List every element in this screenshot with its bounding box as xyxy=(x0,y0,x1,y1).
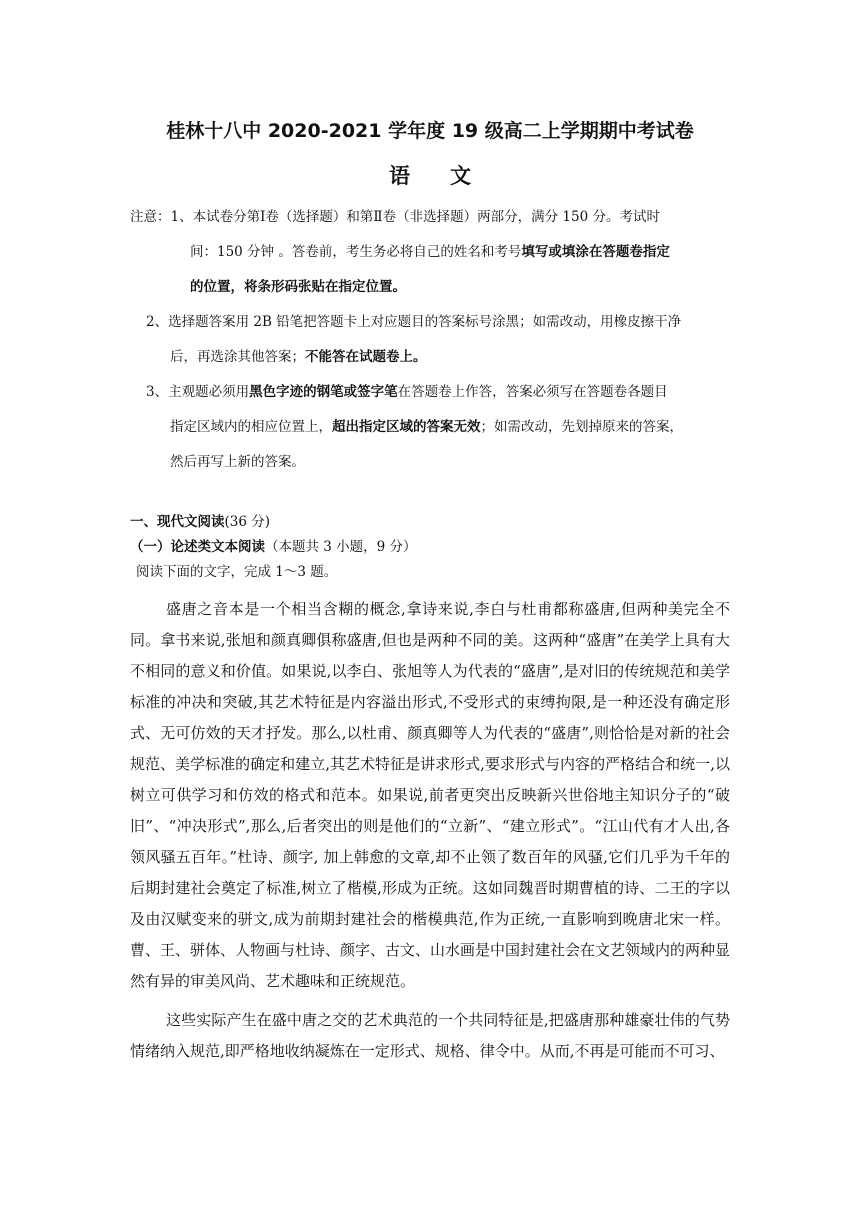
note-3-line-2 xyxy=(130,410,730,445)
note-emphasis: 黑色字迹的钢笔或签字笔 xyxy=(249,384,398,400)
note-emphasis: 不能答在试题卷上。 xyxy=(305,349,427,365)
subject-title: 语文 xyxy=(389,164,511,188)
note-3-line-1 xyxy=(130,375,730,410)
note-emphasis: 超出指定区域的答案无效 xyxy=(332,419,481,435)
passage-paragraph-2: 这些实际产生在盛中唐之交的艺术典范的一个共同特征是,把盛唐那种雄豪壮伟的气势情绪纳入规范,即严格地收纳凝炼在一定形式、规格、律令中。从而,不再是可能而不可习、 xyxy=(130,1011,730,1060)
note-2-line-2 xyxy=(130,340,730,375)
sub-note: （本题共 3 小题，9 分） xyxy=(265,539,417,555)
part-heading-line xyxy=(130,510,417,535)
part-heading: 一、现代文阅读 xyxy=(130,514,225,530)
note-emphasis: 的位置，将条形码张贴在指定位置。 xyxy=(190,279,406,295)
exam-title: 桂林十八中 2020-2021 学年度 19 级高二上学期期中考试卷 xyxy=(166,120,694,142)
note-2-line-1: 2、选择题答案用 2B 铅笔把答题卡上对应题目的答案标号涂黑；如需改动，用橡皮擦干净 xyxy=(146,314,682,330)
note-text: 后，再选涂其他答案； xyxy=(170,349,305,365)
reading-passage xyxy=(130,594,730,1067)
note-1-line-2 xyxy=(130,235,730,270)
note-3-line-3: 然后再写上新的答案。 xyxy=(170,454,305,470)
section-header xyxy=(130,510,417,585)
note-1-line-1: 注意：1、本试卷分第Ⅰ卷（选择题）和第Ⅱ卷（非选择题）两部分，满分 150 分。考试时 xyxy=(130,209,660,225)
note-text: 3、主观题必须用 xyxy=(146,384,250,400)
note-text: 间：150 分钟 。答卷前，考生务必将自己的姓名和考号 xyxy=(190,244,522,260)
reading-instruction: 阅读下面的文字，完成 1～3 题。 xyxy=(136,564,338,580)
note-text: 指定区域内的相应位置上， xyxy=(170,419,332,435)
instructions-block xyxy=(130,200,730,480)
passage-paragraph-1: 盛唐之音本是一个相当含糊的概念,拿诗来说,李白与杜甫都称盛唐,但两种美完全不同。拿书来说,张旭和颜真卿俱称盛唐,但也是两种不同的美。这两种“盛唐”在美学上具有大不相同的意义和价值。如果说,以李白、张旭等人为代表的“盛唐”,是对旧的传统规范和美学标准的冲决和突破,其艺术特征是内容溢出形式,不受形式的束缚拘限,是一种还没有确定形式、无可仿效的天才抒发。那么,以杜甫、颜真卿等人为代表的“盛唐”,则恰恰是对新的社会规范、美学标准的确定和建立,其艺术特征是讲求形式,要求形式与内容的严格结合和统一,以树立可供学习和仿效的格式和范本。如果说,前者更突出反映新兴世俗地主知识分子的“破旧”、“冲决形式”,那么,后者突出的则是他们的“立新”、“建立形式”。“江山代有才人出,各领风骚五百年。”杜诗、颜字, 加上韩愈的文章,却不止领了数百年的风骚,它们几乎为千年的后期封建社会奠定了标准,树立了楷模,形成为正统。这如同魏晋时期曹植的诗、二王的字以及由汉赋变来的骈文,成为前期封建社会的楷模典范,作为正统,一直影响到晚唐北宋一样。曹、王、骈体、人物画与杜诗、颜字、古文、山水画是中国封建社会在文艺领域内的两种显然有异的审美风尚、艺术趣味和正统规范。 xyxy=(130,600,731,990)
note-text: 在答题卷上作答，答案必须写在答题卷各题目 xyxy=(397,384,668,400)
note-1-line-3 xyxy=(130,270,730,305)
note-text: ；如需改动，先划掉原来的答案， xyxy=(480,419,683,435)
part-score: (36 分) xyxy=(224,514,271,530)
sub-heading-line xyxy=(130,535,417,560)
sub-heading: （一）论述类文本阅读 xyxy=(130,539,265,555)
note-emphasis: 填写或填涂在答题卷指定 xyxy=(521,244,670,260)
